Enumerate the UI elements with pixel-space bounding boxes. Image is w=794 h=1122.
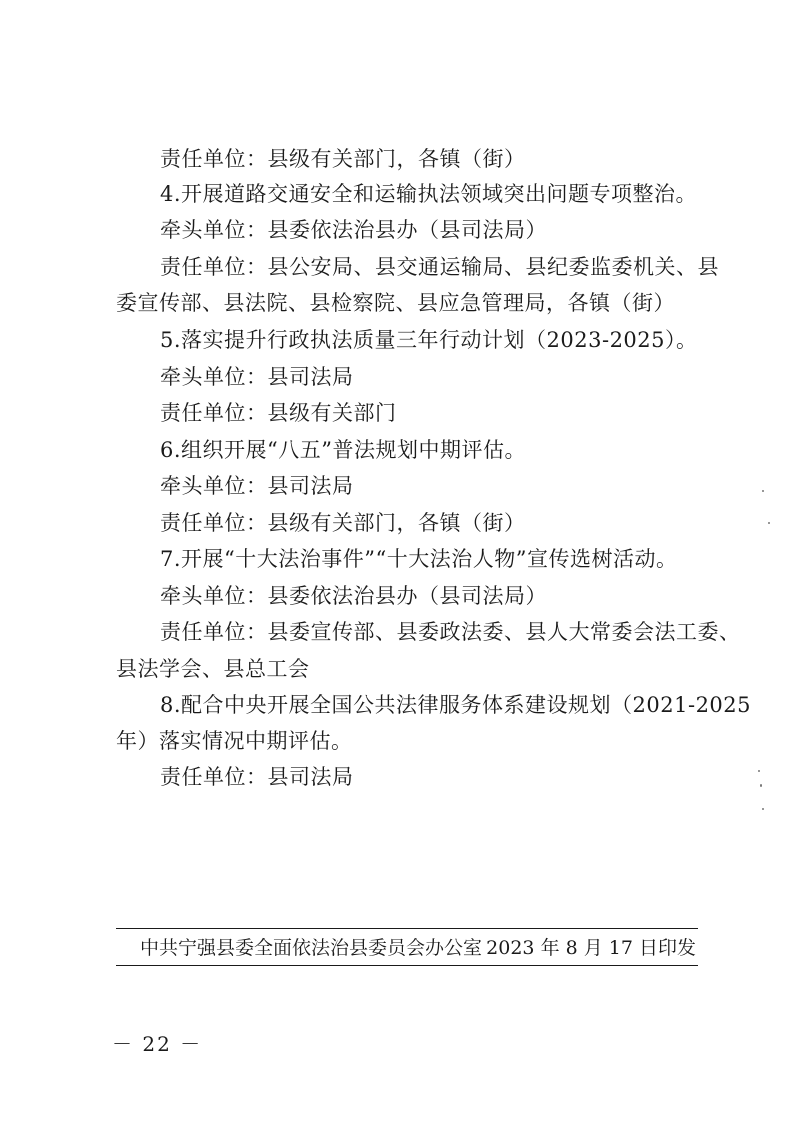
issue-date: 2023 年 8 月 17 日印发	[486, 937, 696, 959]
paragraph-line: 责任单位：县级有关部门	[160, 401, 397, 425]
issuer-name: 中共宁强县委全面依法治县委员会办公室	[140, 937, 483, 959]
paragraph-line: 4.开展道路交通安全和运输执法领域突出问题专项整治。	[160, 182, 698, 206]
paragraph-line: 责任单位：县级有关部门，各镇（街）	[160, 511, 526, 535]
scan-speck	[762, 808, 764, 810]
scan-speck	[762, 490, 764, 492]
paragraph-line: 责任单位：县委宣传部、县委政法委、县人大常委会法工委、	[160, 620, 741, 644]
paragraph-line: 责任单位：县级有关部门，各镇（街）	[160, 147, 526, 171]
paragraph-line: 牵头单位：县司法局	[160, 365, 354, 389]
paragraph-line: 7.开展“十大法治事件”“十大法治人物”宣传选树活动。	[160, 547, 678, 571]
issuer-line	[140, 934, 696, 962]
paragraph-line: 6.组织开展“八五”普法规划中期评估。	[160, 438, 527, 462]
paragraph-line: 责任单位：县司法局	[160, 765, 354, 789]
page-number: － 22 －	[112, 1032, 203, 1056]
paragraph-line: 8.配合中央开展全国公共法律服务体系建设规划（2021-2025	[160, 693, 752, 717]
scan-speck	[760, 784, 762, 787]
paragraph-line: 牵头单位：县委依法治县办（县司法局）	[160, 218, 547, 242]
paragraph-line: 县法学会、县总工会	[116, 657, 310, 681]
paragraph-line: 牵头单位：县司法局	[160, 474, 354, 498]
paragraph-line: 5.落实提升行政执法质量三年行动计划（2023-2025）。	[160, 328, 698, 352]
scan-speck	[768, 522, 770, 524]
paragraph-line: 责任单位：县公安局、县交通运输局、县纪委监委机关、县	[160, 255, 719, 279]
footer-top-rule	[116, 928, 698, 929]
paragraph-line: 牵头单位：县委依法治县办（县司法局）	[160, 584, 547, 608]
paragraph-line: 年）落实情况中期评估。	[116, 729, 353, 753]
footer-bottom-rule	[116, 965, 698, 966]
scan-speck	[758, 770, 760, 772]
paragraph-line: 委宣传部、县法院、县检察院、县应急管理局，各镇（街）	[116, 291, 675, 315]
